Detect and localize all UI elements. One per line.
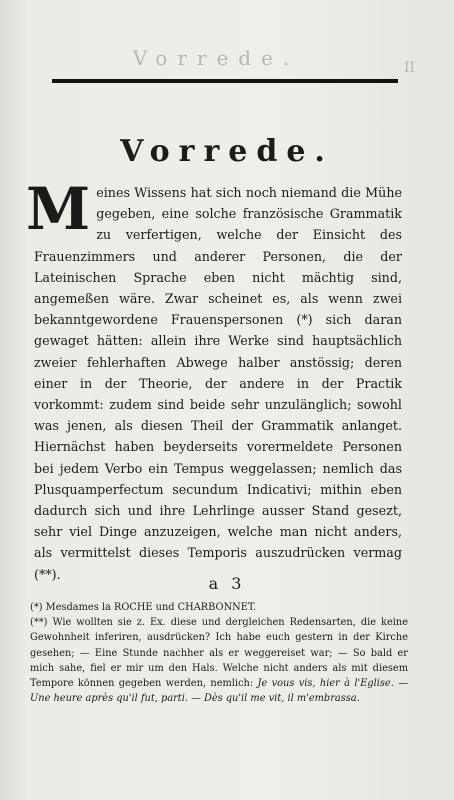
- footnotes: [30, 600, 408, 706]
- footnote-1-text: Mesdames la ROCHE und CHARBONNET.: [45, 602, 257, 613]
- header-rule: [52, 79, 398, 83]
- footnote-1: [30, 600, 408, 615]
- preface-body: [26, 175, 402, 585]
- drop-cap-letter: M: [26, 175, 91, 243]
- footnote-2-text: Wie wollten sie z. Ex. diese und dergleichen Redensarten, die keine Gewohnheit inferiren, ausdrücken? Ich habe euch gestern in der Kirche gesehen; — Eine Stunde nachher als er weggereiset war; — So bald er mich sahe, fiel er mir um den Hals. Welche nicht anders als mit diesem Tempore können gegeben werden, nemlich:: [30, 617, 408, 690]
- signature-mark: a 3: [208, 574, 246, 593]
- footnote-2-mark: (**): [30, 617, 48, 629]
- bleed-through-heading: Vorrede.: [132, 46, 300, 70]
- footnote-2: [30, 615, 408, 706]
- page-title: Vorrede.: [120, 134, 334, 169]
- bleed-through-folio: II: [404, 60, 416, 76]
- footnote-1-mark: (*): [30, 602, 43, 613]
- footnote-2-french: Je vous vis, hier à l'Eglise. — Une heure après qu'il fut, parti. — Dès qu'il me vit, il m'embrassa.: [30, 678, 408, 705]
- preface-paragraph: eines Wissens hat sich noch niemand die Mühe gegeben, eine solche französische Grammatik zu verfertigen, welche der Einsicht des Frauenzimmers und anderer Personen, die der Lateinischen Sprache eben nicht mächtig sind, angemeßen wäre. Zwar scheinet es, als wenn zwei bekanntgewordene Frauenspersonen (*) sich daran gewaget hätten: allein ihre Werke sind hauptsächlich zweier fehlerhaften Abwege halber anstössig; deren einer in der Theorie, der andere in der Practik vorkommt: zudem sind beide sehr unzulänglich; sowohl was jenen, als diesen Theil der Grammatik anlanget. Hiernächst haben beyderseits vorermeldete Personen bei jedem Verbo ein Tempus weggelassen; nemlich das Plusquamperfectum secundum Indicativi; mithin eben dadurch sich und ihre Lehrlinge ausser Stand gesezt, sehr viel Dinge anzuzeigen, welche man nicht anders, als vermittelst dieses Temporis auszudrücken vermag (**).: [34, 185, 402, 582]
